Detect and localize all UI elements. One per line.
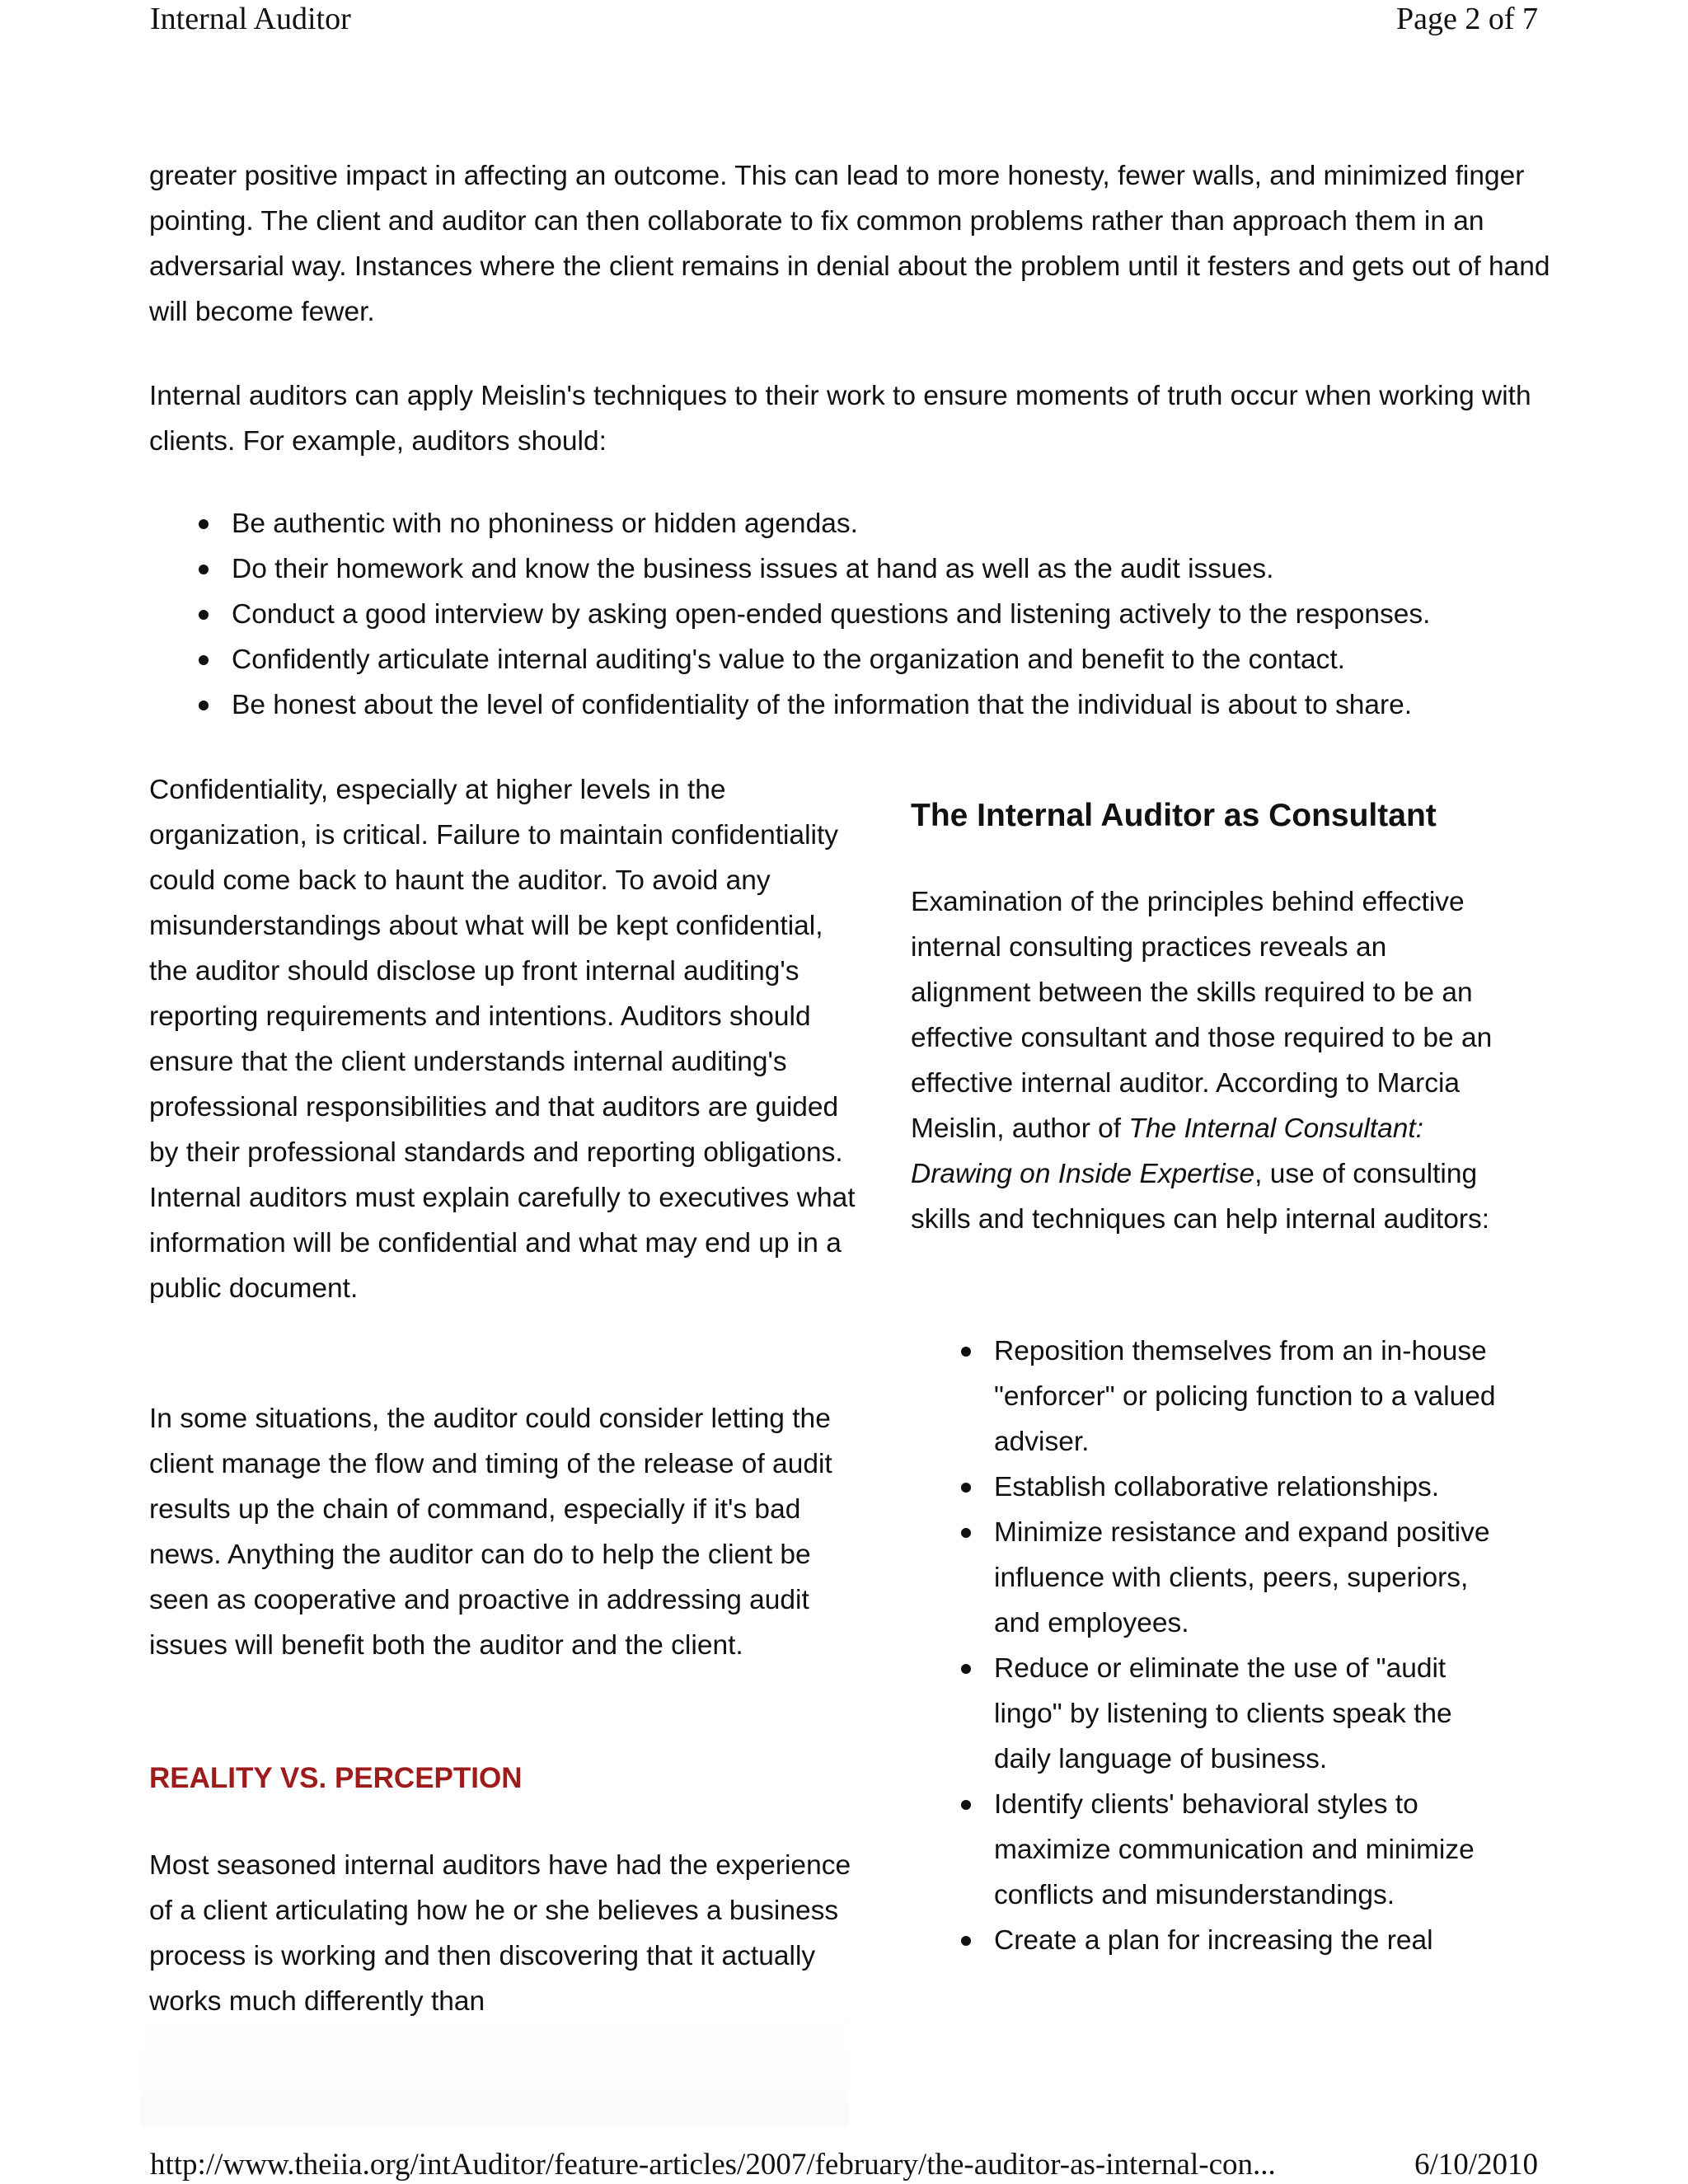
bullet-icon: [199, 610, 209, 620]
bottom-shade: [140, 2011, 849, 2126]
examination-text-end: , use of consulting skills and techniques can help internal auditors:: [911, 1159, 1490, 1235]
confidentiality-paragraph: Confidentiality, especially at higher levels in the organization, is critical. Failure to maintain confidentiality could come back to haunt the auditor. To avoid any misunderstandings about what will be kept confidential, the auditor should disclose up front internal auditing's reporting requirements and intentions. Auditors should ensure that the client understands internal auditing's professional responsibilities and that auditors are guided by their professional standards and reporting obligations. Internal auditors must explain carefully to executives what information will be confidential and what may end up in a public document.: [149, 775, 856, 1304]
bullet-icon: [199, 519, 209, 529]
bullet-icon: [961, 1528, 971, 1538]
list-item: Reduce or eliminate the use of "audit lingo" by listening to clients speak the daily language of business.: [994, 1646, 1497, 1782]
list-item: Confidently articulate internal auditing's value to the organization and benefit to the contact.: [232, 637, 1592, 682]
list-item: Do their homework and know the business issues at hand as well as the audit issues.: [232, 546, 1592, 592]
book-title: The Internal Consultant: Drawing on Inside Expertise: [911, 1113, 1423, 1189]
intro-paragraph: greater positive impact in affecting an outcome. This can lead to more honesty, fewer walls, and minimized finger pointing. The client and auditor can then collaborate to fix common problems rather than approach them in an adversarial way. Instances where the client remains in denial about the problem until it festers and gets out of hand will become fewer.: [149, 161, 1550, 327]
list-item: Identify clients' behavioral styles to maximize communication and minimize conflicts and misunderstandings.: [994, 1782, 1497, 1918]
bullet-icon: [199, 655, 209, 665]
page-header-publication: Internal Auditor: [150, 2, 351, 36]
bullet-icon: [961, 1936, 971, 1946]
examination-paragraph: [911, 879, 1504, 1242]
page-number-indicator: Page 2 of 7: [1395, 2, 1538, 36]
list-item: Be honest about the level of confidentiality of the information that the individual is about to share.: [232, 682, 1592, 728]
list-item: Establish collaborative relationships.: [994, 1465, 1497, 1510]
footer-date: 6/10/2010: [1414, 2148, 1538, 2182]
list-item: Be authentic with no phoniness or hidden agendas.: [232, 501, 1592, 546]
bullet-icon: [961, 1347, 971, 1357]
footer-url-link[interactable]: http://www.theiia.org/intAuditor/feature-articles/2007/february/the-auditor-as-internal-con...: [150, 2148, 1276, 2182]
list-item: Minimize resistance and expand positive influence with clients, peers, superiors, and employees.: [994, 1510, 1497, 1646]
sidebar-heading: The Internal Auditor as Consultant: [911, 798, 1437, 833]
list-item: Reposition themselves from an in-house "enforcer" or policing function to a valued adviser.: [994, 1329, 1497, 1465]
section-heading-reality-vs-perception: REALITY VS. PERCEPTION: [149, 1762, 523, 1794]
bullet-icon: [199, 701, 209, 710]
bullet-icon: [961, 1800, 971, 1810]
auditor-should-list: [232, 501, 1592, 728]
situations-paragraph: In some situations, the auditor could consider letting the client manage the flow and timing of the release of audit results up the chain of command, especially if it's bad news. Anything the auditor can do to help the client be seen as cooperative and proactive in addressing audit issues will benefit both the auditor and the client.: [149, 1404, 832, 1661]
seasoned-paragraph: Most seasoned internal auditors have had the experience of a client articulating how he or she believes a business process is working and then discovering that it actually works much differently than: [149, 1850, 851, 2017]
examination-text-start: Examination of the principles behind effective internal consulting practices reveals an alignment between the skills required to be an effective consultant and those required to be an effective internal auditor. According to Marcia Meislin, author of: [911, 887, 1493, 1144]
consulting-benefits-list: [994, 1329, 1497, 1963]
list-item: Conduct a good interview by asking open-ended questions and listening actively to the responses.: [232, 592, 1592, 637]
techniques-paragraph: Internal auditors can apply Meislin's techniques to their work to ensure moments of truth occur when working with clients. For example, auditors should:: [149, 381, 1531, 457]
list-item: Create a plan for increasing the real: [994, 1918, 1497, 1963]
bullet-icon: [961, 1483, 971, 1493]
bullet-icon: [199, 565, 209, 574]
bullet-icon: [961, 1664, 971, 1674]
